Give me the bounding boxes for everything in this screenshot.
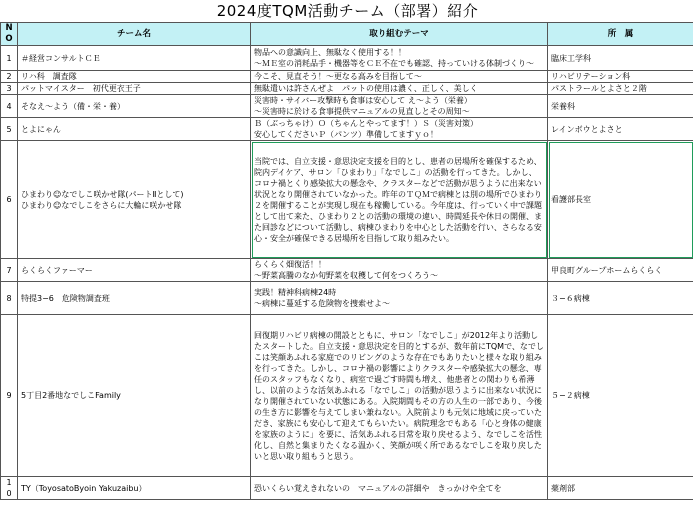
cell-no[interactable]: 9	[1, 315, 18, 477]
cell-theme[interactable]	[251, 95, 548, 118]
cell-dept[interactable]: 甲良町グループホームらくらく	[548, 259, 694, 282]
team-name-text: ひまわり☺なでしこ咲かせ隊(パートⅡとして) ひまわり☺なでしこをさらに大輪に咲かせ隊	[21, 189, 184, 210]
cell-team[interactable]: パットマイスター 初代更衣王子	[18, 83, 251, 95]
theme-line: 物品への意識向上、無駄なく使用する！！ 〜ＭＥ室の消耗品手・機器等をＣＥ不在でも確認、持っていける体制づくり〜	[254, 48, 534, 68]
cell-dept[interactable]: リハビリテーション科	[548, 71, 694, 83]
cell-theme[interactable]: 無駄遣いは許さんぜよ パットの使用は濃く、正しく、美しく	[251, 83, 548, 95]
team-table	[0, 22, 694, 500]
cell-dept[interactable]: 看護部長室	[548, 141, 694, 259]
header-row	[1, 23, 694, 46]
cell-no[interactable]: 10	[1, 477, 18, 500]
theme-line: らくらく畑復活！！ 〜野菜高騰のなか旬野菜を収穫して何をつくろう〜	[254, 260, 438, 280]
header-no: NO	[1, 23, 18, 46]
theme-line: 災害時・サイバー攻撃時も食事は安心して え〜よう（栄養） 〜災害時に於ける食事提供マニュアルの見直しとその周知〜	[254, 96, 472, 116]
table-row[interactable]	[1, 46, 694, 71]
cell-no[interactable]: 5	[1, 118, 18, 141]
cell-theme[interactable]	[251, 46, 548, 71]
cell-no[interactable]: 1	[1, 46, 18, 71]
theme-line: Ｂ（ぶっちゃけ）Ｏ（ちゃんとやってます！）Ｓ（災害対策） 安心してくださいＰ（パンツ）準備してますｙｏ！	[254, 119, 478, 139]
cell-theme[interactable]	[251, 259, 548, 282]
table-row[interactable]	[1, 83, 694, 95]
cell-dept[interactable]: ５−２病棟	[548, 315, 694, 477]
cell-dept[interactable]: 臨床工学科	[548, 46, 694, 71]
cell-theme[interactable]: 今こそ、見直そう！〜更なる高みを目指して〜	[251, 71, 548, 83]
table-row[interactable]	[1, 315, 694, 477]
cell-dept[interactable]: 薬剤部	[548, 477, 694, 500]
cell-no[interactable]: 2	[1, 71, 18, 83]
cell-dept[interactable]: ３−６病棟	[548, 282, 694, 315]
header-team: チーム名	[18, 23, 251, 46]
cell-dept[interactable]: パストラールとよさと２階	[548, 83, 694, 95]
cell-theme[interactable]	[251, 118, 548, 141]
table-row[interactable]	[1, 71, 694, 83]
cell-team[interactable]	[18, 141, 251, 259]
cell-dept[interactable]: 栄養科	[548, 95, 694, 118]
cell-no[interactable]: 4	[1, 95, 18, 118]
cell-team[interactable]: 5丁目2番地なでしこFamily	[18, 315, 251, 477]
cell-team[interactable]: TY（ToyosatoByoin Yakuzaibu）	[18, 477, 251, 500]
cell-team[interactable]: らくらくファーマー	[18, 259, 251, 282]
header-theme: 取り組むテーマ	[251, 23, 548, 46]
page-title: 2024度TQM活動チーム（部署）紹介	[216, 2, 479, 20]
cell-theme[interactable]: 回復期リハビリ病棟の開設とともに、サロン「なでしこ」が2012年より活動したスタートした。自立支援・意思決定を目的とするが、数年前にTQMで、なでしこは笑顔あふれる家庭でのリビングのような存在でもありたいと様々な取り組みを行ってきた。しかし、コロナ禍の影響によりクラスターや感染拡大の懸念、専任のスタッフもなくなり、病室で過ごす時間も増え、他患者との関わりも希薄し、以前のような活気あふれる「なでしこ」の活動が思うように出来ない状況になり開催されていない状態にある。入院期間もその方の人生の一部であり、今後の生き方に影響を与えてしまい兼ねない。入院前よりも元気に地域に戻っていただき、家族にも安心して迎えてもらいたい。病院理念でもある「心と身体の健康を家族のように」を要に、活気あふれる日常を取り戻せるよう、なでしこを活性化し、自然と集まりたくなる温かく、笑顔が咲く所であるなでしこを取り戻したいと思い取り組もうと思う。	[251, 315, 548, 477]
table-row[interactable]	[1, 477, 694, 500]
cell-theme[interactable]: 当院では、自立支援・意思決定支援を目的とし、患者の居場所を確保するため、院内デイケア、サロン「ひまわり」「なでしこ」の活動を行ってきた。しかし、コロナ禍とくり感染拡大の懸念や、クラスターなどで活動が思うように出来ない状況となり開催されていなかった。昨年のＴＱＭで病棟とは別の場所でひまわり２を開催することが実現し現在も稼働している。今年度は、行っていく中で課題として出て来た、ひまわり２との活動の環境の違い、時間延長や休日の開催、また回診などについて活動し、病棟ひまわりを中心とした活動を行い、さらなる安心・安全が確保できる居場所を目指して取り組みたい。	[251, 141, 548, 259]
cell-team[interactable]: そなえ〜よう（備・栄・養）	[18, 95, 251, 118]
table-row[interactable]	[1, 282, 694, 315]
cell-dept[interactable]: レインボウとよさと	[548, 118, 694, 141]
cell-team[interactable]: リハ科 調査隊	[18, 71, 251, 83]
table-row[interactable]	[1, 95, 694, 118]
cell-team[interactable]: ＃経営コンサルトＣＥ	[18, 46, 251, 71]
header-dept: 所 属	[548, 23, 694, 46]
table-row[interactable]	[1, 259, 694, 282]
table-row[interactable]	[1, 118, 694, 141]
cell-no[interactable]: 3	[1, 83, 18, 95]
cell-no[interactable]: 8	[1, 282, 18, 315]
table-row[interactable]	[1, 141, 694, 259]
cell-no[interactable]: 7	[1, 259, 18, 282]
cell-team[interactable]: とよにゃん	[18, 118, 251, 141]
theme-line: 実践！精神科病棟24時 〜病棟に蔓延する危険物を捜索せよ〜	[254, 288, 390, 308]
cell-team[interactable]: 特提3−6 危険物調査班	[18, 282, 251, 315]
cell-theme[interactable]: 恐いくらい覚えきれないの マニュアルの詳細や きっかけや全てを	[251, 477, 548, 500]
cell-no[interactable]: 6	[1, 141, 18, 259]
cell-theme[interactable]	[251, 282, 548, 315]
